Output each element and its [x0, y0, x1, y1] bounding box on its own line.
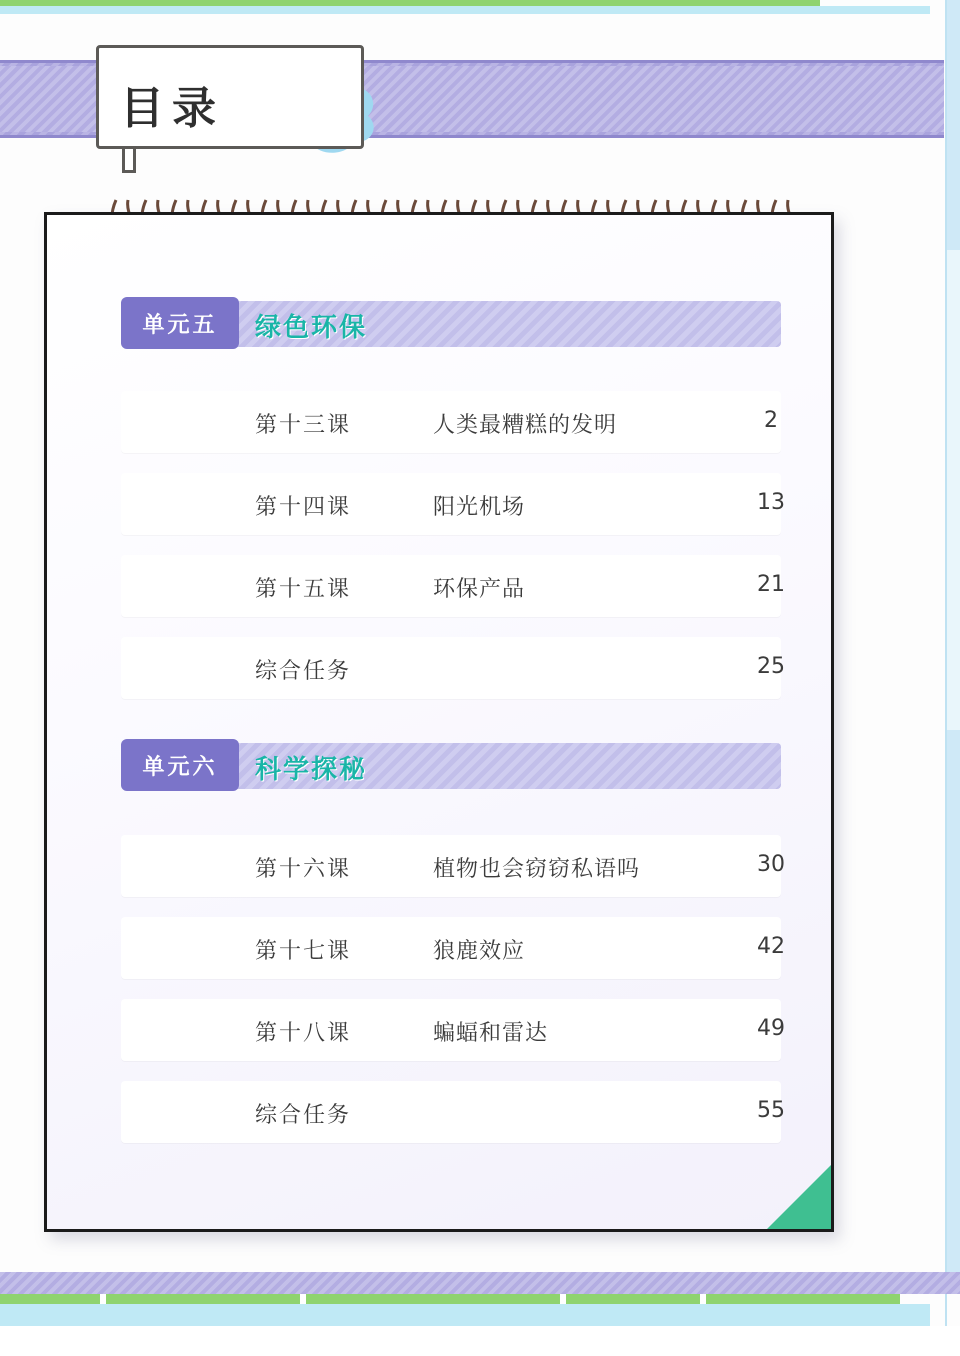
bottom-white-margin — [0, 1326, 960, 1356]
toc-page-number: 55 — [757, 1098, 785, 1123]
toc-page-number: 25 — [757, 654, 785, 679]
page-edge-strip-2 — [946, 250, 960, 730]
page-title: 目录 — [120, 83, 224, 134]
unit-title-label: 绿色环保 — [255, 313, 368, 343]
toc-lesson-title: 阳光机场 — [433, 495, 526, 520]
toc-lesson-number: 第十六课 — [255, 857, 352, 882]
bottom-teal-band — [0, 1304, 930, 1326]
toc-lesson-number: 第十七课 — [255, 939, 352, 964]
page-edge-strip-3 — [946, 730, 960, 1290]
toc-lesson-title: 蝙蝠和雷达 — [433, 1021, 549, 1046]
toc-lesson-title: 狼鹿效应 — [433, 939, 526, 964]
toc-lesson-number: 第十三课 — [255, 413, 352, 438]
toc-lesson-number: 综合任务 — [255, 1103, 352, 1128]
toc-entry[interactable] — [121, 917, 785, 979]
top-teal-stripe — [0, 6, 930, 14]
toc-page-number: 21 — [757, 572, 785, 597]
toc-lesson-title: 环保产品 — [433, 577, 526, 602]
toc-entry[interactable] — [121, 391, 781, 453]
toc-entry[interactable] — [121, 835, 785, 897]
bottom-green-stripe — [0, 1294, 900, 1304]
page-corner-marker — [767, 1165, 831, 1229]
bottom-tick — [100, 1294, 106, 1304]
toc-entry[interactable] — [121, 473, 785, 535]
toc-entry-summary[interactable] — [121, 1081, 785, 1143]
page-edge-rule — [945, 0, 947, 1356]
toc-lesson-number: 第十五课 — [255, 577, 352, 602]
page-edge-strip-1 — [946, 0, 960, 250]
toc-page-number: 2 — [764, 408, 778, 433]
contents-sheet — [44, 212, 834, 1232]
toc-lesson-title: 人类最糟糕的发明 — [433, 413, 618, 438]
toc-entry[interactable] — [121, 555, 785, 617]
unit-tag-label: 单元六 — [121, 739, 239, 791]
toc-lesson-title: 植物也会窃窃私语吗 — [433, 857, 641, 882]
bottom-tick — [300, 1294, 306, 1304]
toc-entry-summary[interactable] — [121, 637, 785, 699]
bottom-tick — [560, 1294, 566, 1304]
unit-header-1 — [121, 743, 781, 789]
toc-entry[interactable] — [121, 999, 785, 1061]
bottom-tick — [700, 1294, 706, 1304]
unit-header-0 — [121, 301, 781, 347]
toc-lesson-number: 综合任务 — [255, 659, 352, 684]
toc-lesson-number: 第十四课 — [255, 495, 352, 520]
unit-title-label: 科学探秘 — [255, 755, 368, 785]
unit-tag-label: 单元五 — [121, 297, 239, 349]
toc-page-number: 49 — [757, 1016, 785, 1041]
title-plaque-stand — [122, 149, 136, 173]
toc-lesson-number: 第十八课 — [255, 1021, 352, 1046]
toc-page-number: 13 — [757, 490, 785, 515]
toc-page-number: 30 — [757, 852, 785, 877]
bottom-purple-band — [0, 1272, 960, 1294]
toc-page-number: 42 — [757, 934, 785, 959]
